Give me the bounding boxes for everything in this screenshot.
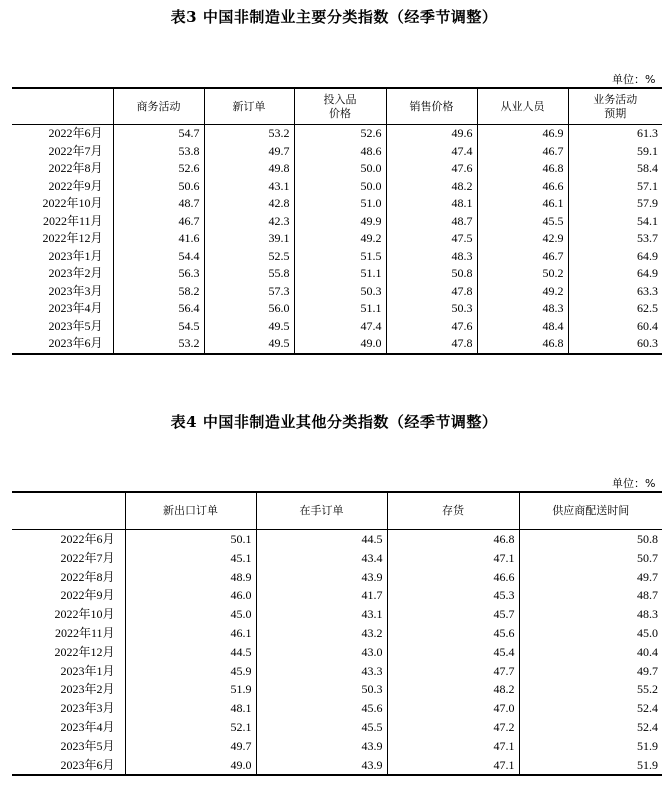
table4-title: 表4 中国非制造业其他分类指数（经季节调整） [170, 413, 498, 431]
table-cell: 47.1 [387, 737, 519, 756]
table-cell: 42.9 [477, 230, 568, 248]
row-label: 2023年6月 [12, 756, 125, 776]
table-cell: 51.0 [294, 195, 386, 213]
table3-column-header: 从业人员 [477, 88, 568, 125]
table3-title: 表3 中国非制造业主要分类指数（经季节调整） [170, 8, 498, 26]
table-cell: 64.9 [568, 248, 662, 266]
table-cell: 48.7 [386, 213, 477, 231]
table-cell: 56.0 [204, 300, 294, 318]
table-row [12, 230, 662, 248]
table-cell: 47.2 [387, 718, 519, 737]
table-cell: 50.3 [294, 283, 386, 301]
table-cell: 47.8 [386, 335, 477, 354]
table-cell: 47.6 [386, 318, 477, 336]
table4 [12, 491, 662, 776]
table-row [12, 568, 662, 587]
table-row [12, 143, 662, 161]
table-cell: 40.4 [519, 643, 662, 662]
table-row [12, 160, 662, 178]
table-cell: 52.5 [204, 248, 294, 266]
table-cell: 51.9 [519, 756, 662, 776]
table-cell: 62.5 [568, 300, 662, 318]
table-cell: 46.8 [387, 530, 519, 549]
table-cell: 58.2 [113, 283, 204, 301]
table-cell: 45.4 [387, 643, 519, 662]
row-label: 2022年12月 [54, 644, 115, 659]
row-label: 2023年5月 [48, 318, 103, 333]
table-cell: 49.8 [204, 160, 294, 178]
table-row [12, 178, 662, 196]
table-cell: 45.5 [256, 718, 387, 737]
row-label: 2023年1月 [48, 248, 103, 263]
table-cell: 48.6 [294, 143, 386, 161]
table-cell: 50.0 [294, 178, 386, 196]
table-cell: 41.6 [113, 230, 204, 248]
table-cell: 52.6 [113, 160, 204, 178]
table3-unit: 单位：% [612, 73, 656, 86]
table-cell: 56.3 [113, 265, 204, 283]
table4-column-header: 存货 [387, 492, 519, 530]
table4-header-corner [12, 492, 125, 530]
table-row [12, 265, 662, 283]
table-cell: 53.2 [204, 125, 294, 143]
table-cell: 48.7 [113, 195, 204, 213]
table-cell: 47.5 [386, 230, 477, 248]
table-cell: 43.9 [256, 568, 387, 587]
table3 [12, 87, 662, 355]
table3-column-header: 销售价格 [386, 88, 477, 125]
table-cell: 49.2 [477, 283, 568, 301]
table-row [12, 300, 662, 318]
table-cell: 49.0 [125, 756, 256, 776]
table-cell: 50.0 [294, 160, 386, 178]
table-cell: 49.2 [294, 230, 386, 248]
table-cell: 48.3 [477, 300, 568, 318]
table-cell: 43.4 [256, 549, 387, 568]
table-cell: 47.6 [386, 160, 477, 178]
table-cell: 49.7 [519, 662, 662, 681]
row-label: 2022年12月 [42, 231, 103, 245]
table-cell: 50.6 [113, 178, 204, 196]
table-cell: 50.2 [477, 265, 568, 283]
table-cell: 43.2 [256, 624, 387, 643]
row-label: 2023年3月 [48, 283, 103, 298]
table-cell: 42.8 [204, 195, 294, 213]
row-label: 2023年2月 [60, 682, 115, 697]
row-label: 2022年10月 [42, 196, 103, 210]
table-row [12, 283, 662, 301]
row-label: 2023年3月 [60, 701, 115, 716]
table-cell: 48.3 [519, 605, 662, 624]
table4-body [12, 530, 662, 776]
table-cell: 47.4 [294, 318, 386, 336]
table-cell: 49.7 [204, 143, 294, 161]
table-cell: 50.8 [386, 265, 477, 283]
table3-header-corner [12, 88, 113, 125]
table-cell: 46.1 [125, 624, 256, 643]
table-cell: 61.3 [568, 125, 662, 143]
table-cell: 43.9 [256, 737, 387, 756]
row-label: 2023年2月 [48, 266, 103, 280]
table3-header [12, 88, 662, 125]
table-cell: 45.5 [477, 213, 568, 231]
table-cell: 49.9 [294, 213, 386, 231]
table-cell: 51.1 [294, 300, 386, 318]
table-cell: 45.6 [387, 624, 519, 643]
table3-column-header: 新订单 [204, 88, 294, 125]
row-label: 2022年11月 [42, 213, 103, 228]
row-label: 2022年11月 [54, 625, 115, 640]
table-cell: 60.3 [568, 335, 662, 354]
table-cell: 48.3 [386, 248, 477, 266]
table-cell: 48.4 [477, 318, 568, 336]
row-label: 2023年4月 [60, 719, 115, 734]
table-cell: 54.1 [568, 213, 662, 231]
row-label: 2023年1月 [60, 663, 115, 678]
table-row [12, 318, 662, 336]
table-cell: 52.4 [519, 718, 662, 737]
table-cell: 50.3 [386, 300, 477, 318]
table-cell: 45.7 [387, 605, 519, 624]
table4-column-header: 在手订单 [256, 492, 387, 530]
table-cell: 49.5 [204, 318, 294, 336]
table-cell: 53.7 [568, 230, 662, 248]
table-cell: 44.5 [256, 530, 387, 549]
table-row [12, 718, 662, 737]
table-cell: 49.6 [386, 125, 477, 143]
table-row [12, 549, 662, 568]
table-cell: 64.9 [568, 265, 662, 283]
table-cell: 48.2 [387, 680, 519, 699]
table-cell: 47.1 [387, 756, 519, 776]
table-cell: 58.4 [568, 160, 662, 178]
table-cell: 43.0 [256, 643, 387, 662]
table-cell: 54.7 [113, 125, 204, 143]
table-cell: 43.9 [256, 756, 387, 776]
table-cell: 53.2 [113, 335, 204, 354]
table-cell: 51.9 [519, 737, 662, 756]
table-cell: 54.5 [113, 318, 204, 336]
table-cell: 46.8 [477, 160, 568, 178]
table-cell: 48.9 [125, 568, 256, 587]
table-cell: 55.8 [204, 265, 294, 283]
table-cell: 57.3 [204, 283, 294, 301]
table-cell: 50.8 [519, 530, 662, 549]
row-label: 2022年8月 [60, 569, 115, 584]
table-row [12, 605, 662, 624]
table-cell: 52.6 [294, 125, 386, 143]
table-cell: 45.0 [519, 624, 662, 643]
table-row [12, 586, 662, 605]
row-label: 2022年9月 [48, 178, 103, 193]
table-cell: 46.0 [125, 586, 256, 605]
table-cell: 49.5 [204, 335, 294, 354]
table-cell: 46.7 [113, 213, 204, 231]
table3-column-header: 业务活动 预期 [568, 88, 662, 125]
table-cell: 63.3 [568, 283, 662, 301]
table-row [12, 756, 662, 776]
table-cell: 47.8 [386, 283, 477, 301]
row-label: 2022年7月 [60, 550, 115, 565]
row-label: 2022年10月 [54, 607, 115, 622]
table-row [12, 737, 662, 756]
table-cell: 54.4 [113, 248, 204, 266]
table-row [12, 699, 662, 718]
table-cell: 56.4 [113, 300, 204, 318]
table-cell: 45.3 [387, 586, 519, 605]
table-cell: 55.2 [519, 680, 662, 699]
table-row [12, 195, 662, 213]
table-cell: 48.2 [386, 178, 477, 196]
table-row [12, 624, 662, 643]
row-label: 2022年9月 [60, 588, 115, 603]
table-cell: 51.9 [125, 680, 256, 699]
table-cell: 47.7 [387, 662, 519, 681]
table-cell: 51.5 [294, 248, 386, 266]
table-cell: 52.1 [125, 718, 256, 737]
table-cell: 46.7 [477, 248, 568, 266]
table-cell: 48.1 [386, 195, 477, 213]
table-row [12, 530, 662, 549]
table-cell: 57.9 [568, 195, 662, 213]
table-cell: 47.0 [387, 699, 519, 718]
table-cell: 43.1 [204, 178, 294, 196]
table4-unit: 单位：% [612, 477, 656, 490]
table-cell: 42.3 [204, 213, 294, 231]
table-cell: 60.4 [568, 318, 662, 336]
table-cell: 45.1 [125, 549, 256, 568]
row-label: 2022年6月 [60, 532, 115, 546]
table-cell: 45.9 [125, 662, 256, 681]
table-cell: 41.7 [256, 586, 387, 605]
table-cell: 52.4 [519, 699, 662, 718]
table-cell: 57.1 [568, 178, 662, 196]
table-cell: 47.4 [386, 143, 477, 161]
table-row [12, 213, 662, 231]
table-cell: 53.8 [113, 143, 204, 161]
table4-header [12, 492, 662, 530]
table-cell: 44.5 [125, 643, 256, 662]
row-label: 2023年6月 [12, 335, 113, 354]
row-label: 2022年6月 [48, 126, 103, 140]
table-cell: 50.3 [256, 680, 387, 699]
row-label: 2022年7月 [48, 143, 103, 158]
table-row [12, 662, 662, 681]
table-cell: 48.1 [125, 699, 256, 718]
table-cell: 46.1 [477, 195, 568, 213]
table-cell: 39.1 [204, 230, 294, 248]
table-cell: 43.1 [256, 605, 387, 624]
table-row [12, 643, 662, 662]
table-cell: 49.7 [519, 568, 662, 587]
table3-body [12, 125, 662, 354]
row-label: 2022年8月 [48, 161, 103, 175]
table-cell: 45.6 [256, 699, 387, 718]
table-cell: 45.0 [125, 605, 256, 624]
table-cell: 46.6 [387, 568, 519, 587]
table3-column-header: 投入品 价格 [294, 88, 386, 125]
table-cell: 48.7 [519, 586, 662, 605]
table-cell: 46.6 [477, 178, 568, 196]
table-cell: 43.3 [256, 662, 387, 681]
table-cell: 50.1 [125, 530, 256, 549]
table-cell: 46.7 [477, 143, 568, 161]
table-cell: 51.1 [294, 265, 386, 283]
table-cell: 50.7 [519, 549, 662, 568]
table-row [12, 335, 662, 354]
table3-column-header: 商务活动 [113, 88, 204, 125]
row-label: 2023年5月 [60, 738, 115, 753]
table-cell: 47.1 [387, 549, 519, 568]
row-label: 2023年4月 [48, 301, 103, 315]
table-cell: 46.9 [477, 125, 568, 143]
table-row [12, 125, 662, 143]
table-cell: 59.1 [568, 143, 662, 161]
table-row [12, 680, 662, 699]
table4-column-header: 供应商配送时间 [519, 492, 662, 530]
table-cell: 49.7 [125, 737, 256, 756]
table4-column-header: 新出口订单 [125, 492, 256, 530]
table-row [12, 248, 662, 266]
table-cell: 46.8 [477, 335, 568, 354]
table-cell: 49.0 [294, 335, 386, 354]
